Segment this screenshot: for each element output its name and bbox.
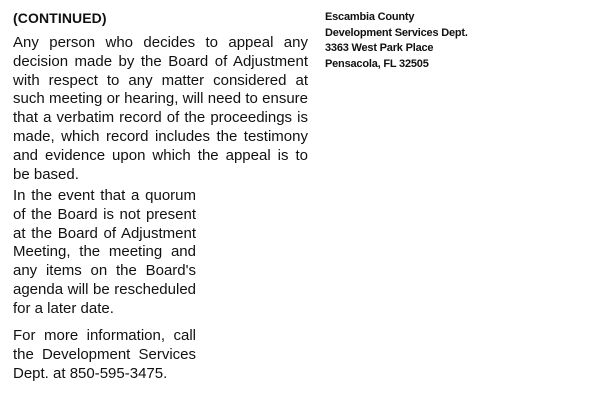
appeal-paragraph: Any person who decides to appeal any decision made by the Board of Adjustment with respect to any matter considered at such meeting or hearing, will need to ensure that a verbatim record of the proceedings is made, which record includes the testimony and evidence upon which the appeal is to be based. bbox=[13, 34, 308, 183]
address-line-city: Pensacola, FL 32505 bbox=[325, 57, 429, 70]
address-line-organization: Escambia County bbox=[325, 11, 415, 23]
contact-paragraph: For more information, call the Development Services Dept. at 850-595-3475. bbox=[13, 327, 196, 382]
quorum-paragraph: In the event that a quorum of the Board is not present at the Board of Adjustment Meeting, the meeting and any items on the Board's agenda will be rescheduled for a later date. bbox=[13, 187, 196, 317]
continued-heading: (CONTINUED) bbox=[13, 10, 107, 26]
address-line-department: Development Services Dept. bbox=[325, 26, 468, 39]
address-line-street: 3363 West Park Place bbox=[325, 42, 434, 54]
return-address bbox=[325, 10, 468, 72]
